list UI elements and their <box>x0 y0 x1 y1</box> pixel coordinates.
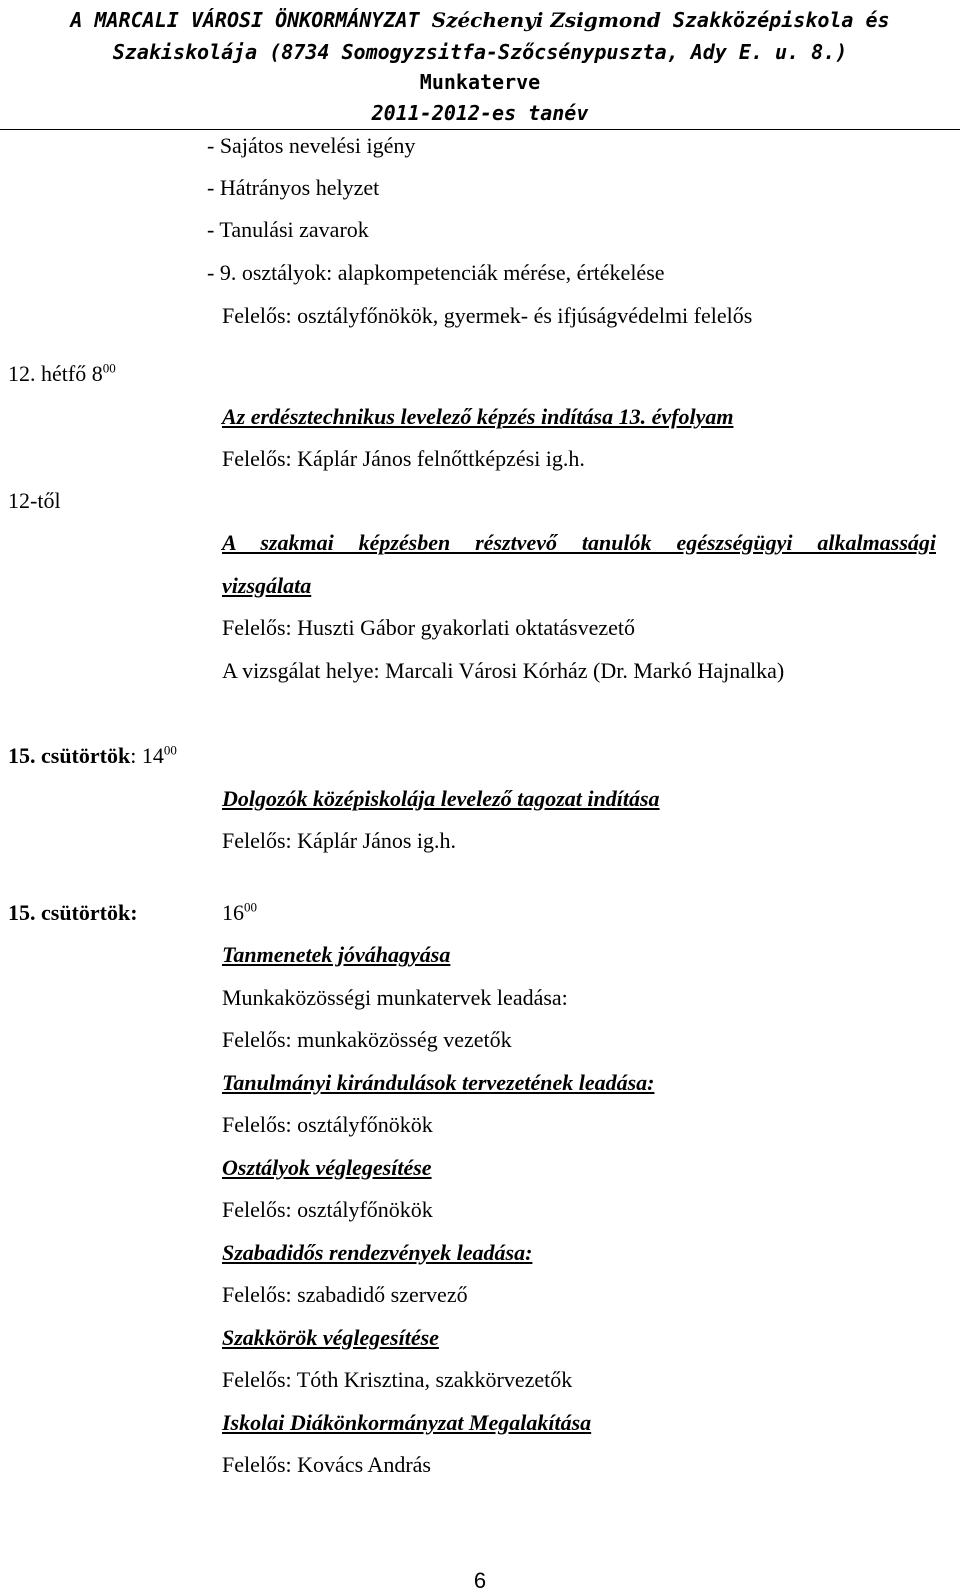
responsible-line: Felelős: osztályfőnökök <box>222 1197 433 1222</box>
event-title: Osztályok véglegesítése <box>222 1155 432 1180</box>
header-org-name: A MARCALI VÁROSI ÖNKORMÁNYZAT <box>70 8 432 32</box>
responsible-line: Felelős: Káplár János felnőttképzési ig.h. <box>222 446 585 471</box>
date-label-12-monday: 12. hétfő $8^{00}$ <box>8 360 116 386</box>
list-item: - Sajátos nevelési igény <box>207 133 416 158</box>
responsible-line: Felelős: Huszti Gábor gyakorlati oktatásvezető <box>222 615 635 640</box>
header-school-type: Szakközépiskola és <box>660 8 890 32</box>
page-number: 6 <box>473 1568 487 1593</box>
header-line-1 <box>0 8 960 32</box>
responsible-line: Felelős: osztályfőnökök, gyermek- és ifjúságvédelmi felelős <box>222 303 753 328</box>
date-label-15-thursday-14: 15. csütörtök: $14^{00}$ <box>8 742 177 768</box>
event-title: Tanmenetek jóváhagyása <box>222 942 451 967</box>
time-label-16: $16^{00}$ <box>222 899 257 925</box>
list-item: - 9. osztályok: alapkompetenciák mérése, értékelése <box>207 260 665 285</box>
event-title: Szakkörök véglegesítése <box>222 1325 439 1350</box>
event-title: Tanulmányi kirándulások tervezetének leadása: <box>222 1070 655 1095</box>
event-title-dolgozok: Dolgozók középiskolája levelező tagozat indítása <box>222 786 660 811</box>
event-title: Iskolai Diákönkormányzat Megalakítása <box>222 1410 592 1435</box>
responsible-line: Felelős: munkaközösség vezetők <box>222 1027 512 1052</box>
header-doc-title: Munkaterve <box>419 70 541 94</box>
header-school-name: Széchenyi Zsigmond <box>431 8 661 32</box>
responsible-line: Felelős: osztályfőnökök <box>222 1112 433 1137</box>
responsible-line: Felelős: Tóth Krisztina, szakkörvezetők <box>222 1367 573 1392</box>
event-title-vizsgalat-cont: vizsgálata <box>222 573 312 598</box>
event-title-erdesz: Az erdésztechnikus levelező képzés indítása 13. évfolyam <box>222 404 734 429</box>
list-item: - Hátrányos helyzet <box>207 175 380 200</box>
responsible-line: Felelős: Káplár János ig.h. <box>222 828 457 853</box>
responsible-line: Felelős: Kovács András <box>222 1452 431 1477</box>
responsible-line: Felelős: szabadidő szervező <box>222 1282 468 1307</box>
event-title-vizsgalat: A szakmai képzésben résztvevő tanulók egészségügyi alkalmassági <box>222 530 936 555</box>
header-school-year: 2011-2012-es tanév <box>371 101 589 125</box>
date-label-12-from: 12-től <box>8 488 61 513</box>
event-line: Munkaközösségi munkatervek leadása: <box>222 985 568 1010</box>
header-line-2: Szakiskolája (8734 Somogyzsitfa-Szőcsénypuszta, Ady E. u. 8.) <box>112 40 848 64</box>
list-item: - Tanulási zavarok <box>207 217 369 242</box>
location-line: A vizsgálat helye: Marcali Városi Kórház (Dr. Markó Hajnalka) <box>222 658 785 683</box>
date-label-15-thursday-16: 15. csütörtök: <box>8 900 138 925</box>
header-divider <box>0 129 960 130</box>
event-title: Szabadidős rendezvények leadása: <box>222 1240 533 1265</box>
